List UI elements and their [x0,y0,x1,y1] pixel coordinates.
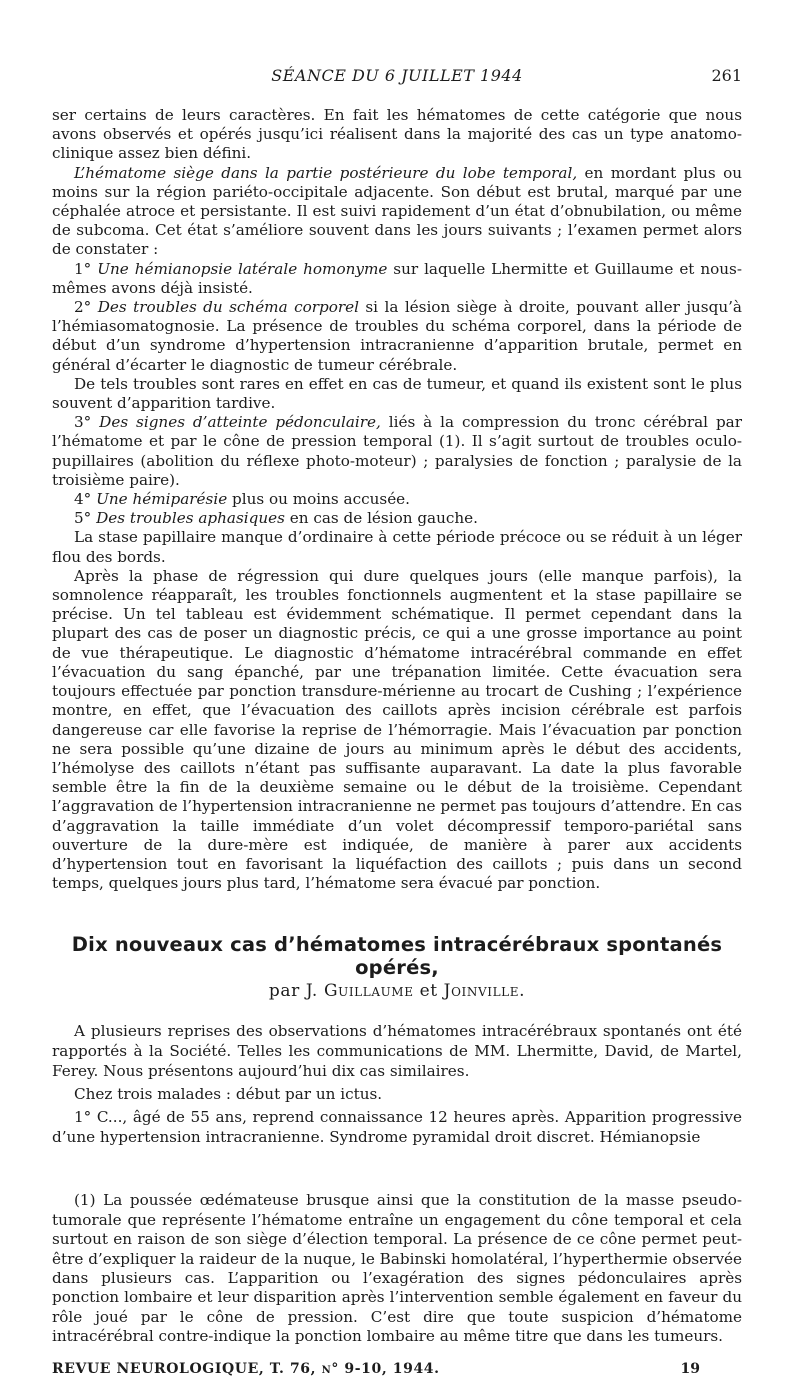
paragraph: 1° C..., âgé de 55 ans, reprend connaissance 12 heures après. Apparition progressive d’une hypertension intracranienne. Syndrome pyramidal droit discret. Hémianopsie [52,1108,742,1147]
footnote-text: (1) La poussée œdémateuse brusque ainsi que la constitution de la masse pseudo-tumorale que représente l’hématome entraîne un engagement du cône temporal et cela surtout en raison de son siège d’élection temporal. La présence de ce cône permet peut-être d’expliquer la raideur de la nuque, le Babinski homolatéral, l’hyperthermie observée dans plusieurs cas. L’apparition ou l’exagération des signes pédonculaires après ponction lombaire et leur disparition après l’intervention semble également en faveur du rôle joué par le cône de pression. C’est dire que toute suspicion d’hématome intracérébral contre-indique la ponction lombaire au même titre que dans les tumeurs. [52,1191,742,1346]
journal-page [52,66,742,1383]
paragraph: L’hématome siège dans la partie postérieure du lobe temporal, en mordant plus ou moins sur la région pariéto-occipitale adjacente. Son début est brutal, marqué par une céphalée atroce et persistante. Il est suivi rapidement d’un état d’obnubilation, ou même de subcoma. Cet état s’améliore souvent dans les jours suivants ; l’examen permet alors de constater : [52,163,742,259]
article-authors: par J. Guillaume et Joinville. [268,981,526,1002]
emphasis: Une hémiparésie [96,490,228,509]
paragraph: A plusieurs reprises des observations d’hématomes intracérébraux spontanés ont été rapportés à la Société. Telles les communications de MM. Lhermitte, David, de Martel, Ferey. Nous présentons aujourd’hui dix cas similaires. [52,1022,742,1081]
author-name: Joinville [443,981,520,1002]
continued-article-body [52,106,742,893]
author-name: Guillaume [323,981,414,1002]
list-item: 1° Une hémianopsie latérale homonyme sur laquelle Lhermitte et Guillaume et nous-mêmes avons déjà insisté. [52,259,742,297]
list-item: 2° Des troubles du schéma corporel si la lésion siège à droite, pouvant aller jusqu’à l’hémiasomatognosie. La présence de troubles du schéma corporel, dans la période de début d’un syndrome d’hypertension intracranienne d’apparition brutale, permet en général d’écarter le diagnostic de tumeur cérébrale. [52,298,742,374]
page-number: 261 [711,66,742,85]
list-item: 5° Des troubles aphasiques en cas de lésion gauche. [74,509,478,528]
paragraph: La stase papillaire manque d’ordinaire à cette période précoce ou se réduit à un léger flou des bords. [52,528,742,566]
article-title: Dix nouveaux cas d’hématomes intracérébraux spontanés opérés, [71,933,723,980]
list-item: 3° Des signes d’atteinte pédonculaire, liés à la compression du tronc cérébral par l’hématome et par le cône de pression temporal (1). Il s’agit surtout de troubles oculo-pupillaires (abolition du réflexe photo-moteur) ; paralysies de fonction ; paralysie de la troisième paire). [52,413,742,489]
footnote [52,1191,742,1346]
emphasis: Des signes d’atteinte pédonculaire, [99,413,381,432]
emphasis: Des troubles du schéma corporel [97,298,359,317]
journal-citation: REVUE NEUROLOGIQUE, T. 76, n° 9-10, 1944. [52,1360,440,1377]
signature-number: 19 [680,1360,700,1377]
running-title: SÉANCE DU 6 JUILLET 1944 [271,66,523,85]
paragraph: Chez trois malades : début par un ictus. [74,1085,383,1104]
paragraph: Après la phase de régression qui dure quelques jours (elle manque parfois), la somnolence réapparaît, les troubles fonctionnels augmentent et la stase papillaire se précise. Un tel tableau est évidemment schématique. Il permet cependant dans la plupart des cas de poser un diagnostic précis, ce qui a une grosse importance au point de vue thérapeutique. Le diagnostic d’hématome intracérébral commande en effet l’évacuation du sang épanché, par une trépanation limitée. Cette évacuation sera toujours effectuée par ponction transdure-mérienne au trocart de Cushing ; l’expérience montre, en effet, que l’évacuation des caillots après incision cérébrale est parfois dangereuse car elle favorise la reprise de l’hémorragie. Mais l’évacuation par ponction ne sera possible qu’une dizaine de jours au minimum après le début des accidents, l’hémolyse des caillots n’étant pas suffisante auparavant. La date la plus favorable semble être la fin de la deuxième semaine ou le début de la troisième. Cependant l’aggravation de l’hypertension intracranienne ne permet pas toujours d’attendre. En cas d’aggravation la taille immédiate d’un volet décompressif temporo-pariétal sans ouverture de la dure-mère est indiquée, de manière à parer aux accidents d’hypertension tout en favorisant la liquéfaction des caillots ; puis dans un second temps, quelques jours plus tard, l’hématome sera évacué par ponction. [52,566,742,893]
new-article-body [52,1021,742,1147]
emphasis: Des troubles aphasiques [96,509,285,528]
emphasis: L’hématome siège dans la partie postérieure du lobe temporal, [74,163,578,182]
paragraph: ser certains de leurs caractères. En fait les hématomes de cette catégorie que nous avons observés et opérés jusqu’ici réalisent dans la majorité des cas un type anatomo-clinique assez bien défini. [52,106,742,163]
emphasis: Une hémianopsie latérale homonyme [97,259,388,278]
page-footer [52,1361,742,1383]
running-header [52,66,742,94]
list-item: 4° Une hémiparésie plus ou moins accusée. [74,490,411,509]
paragraph: De tels troubles sont rares en effet en cas de tumeur, et quand ils existent sont le plus souvent d’apparition tardive. [52,374,742,413]
